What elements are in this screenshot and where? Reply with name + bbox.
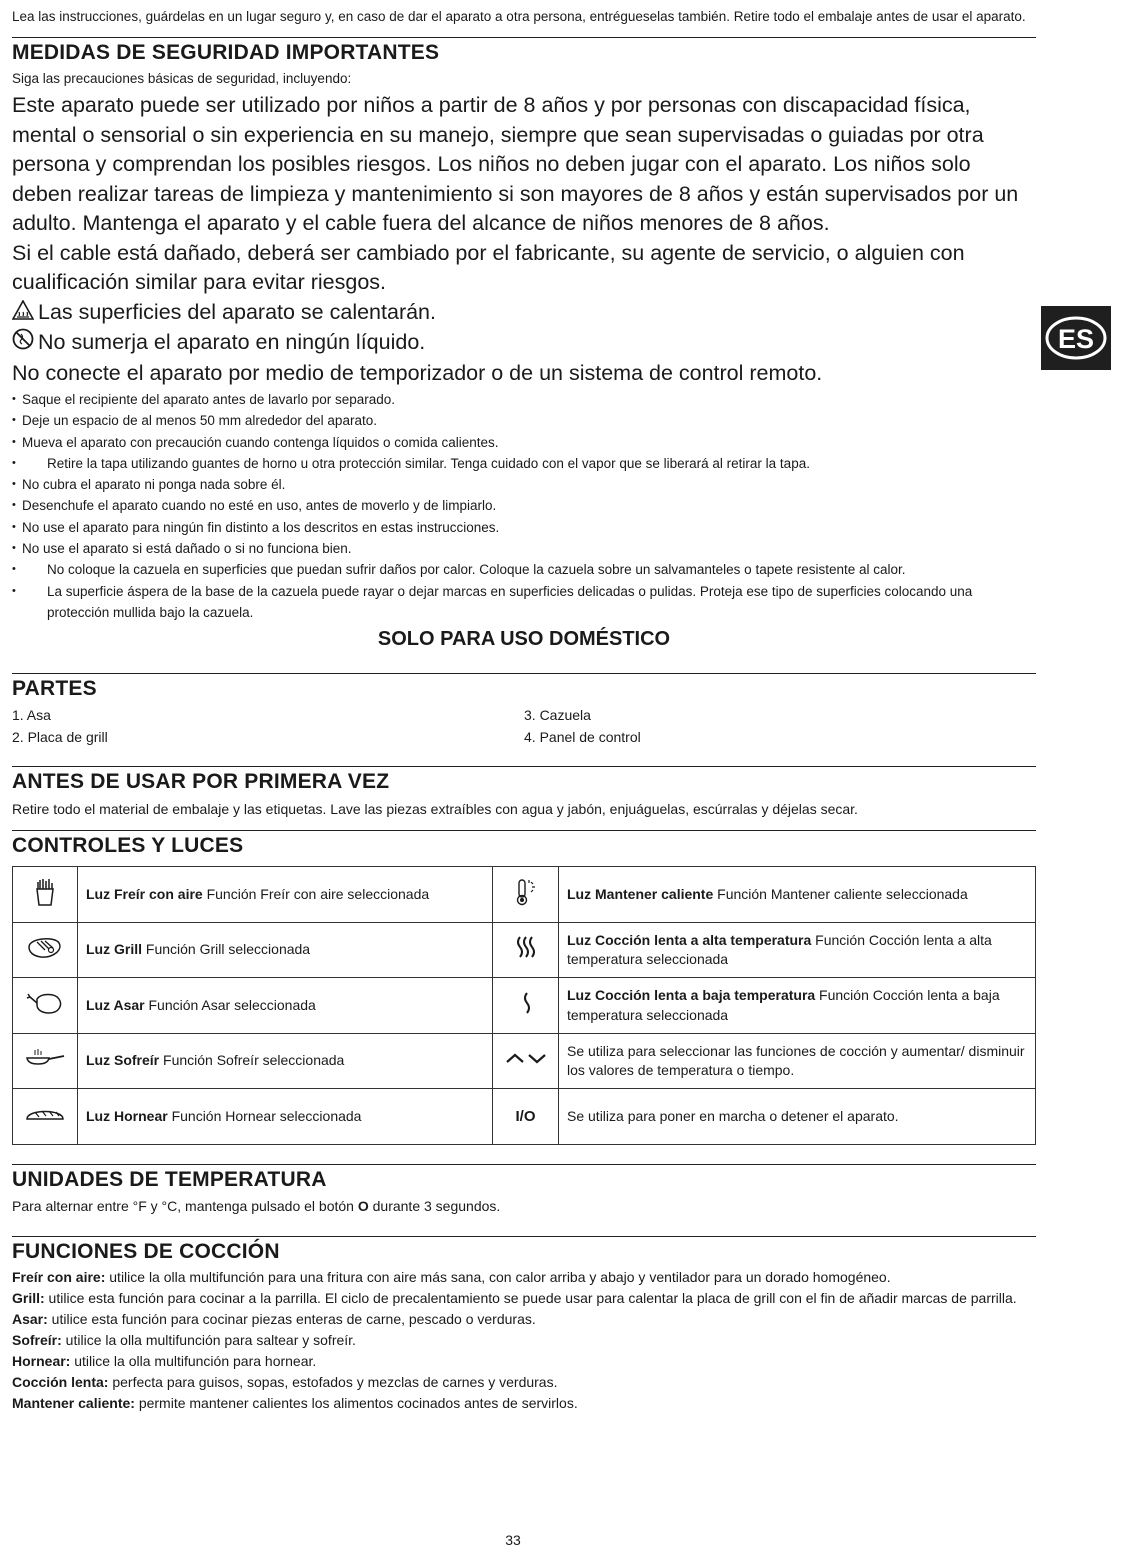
first-use-text: Retire todo el material de embalaje y las etiquetas. Lave las piezas extraíbles con agua y jabón, enjuáguelas, escúrralas y déjelas secar. <box>12 801 858 818</box>
list-item <box>12 1309 1036 1330</box>
light-desc: Función Mantener caliente seleccionada <box>713 885 968 902</box>
function-desc: utilice la olla multifunción para saltear y sofreír. <box>61 1331 356 1348</box>
light-desc: Función Asar seleccionada <box>144 996 316 1013</box>
roast-icon <box>13 978 78 1034</box>
temp-units-text-a: Para alternar entre °F y °C, mantenga pulsado el botón <box>12 1197 358 1214</box>
air-fry-light-desc <box>78 867 493 923</box>
list-item <box>12 1330 1036 1351</box>
first-use-title: ANTES DE USAR POR PRIMERA VEZ <box>12 770 390 794</box>
function-name: Hornear: <box>12 1352 71 1369</box>
divider <box>12 1164 1036 1165</box>
domestic-use-heading: SOLO PARA USO DOMÉSTICO <box>377 628 671 651</box>
safety-title: MEDIDAS DE SEGURIDAD IMPORTANTES <box>12 41 440 64</box>
light-name: Luz Cocción lenta a alta temperatura <box>567 931 812 948</box>
temp-units-title: UNIDADES DE TEMPERATURA <box>12 1167 327 1191</box>
light-desc: Función Hornear seleccionada <box>167 1107 362 1124</box>
power-desc <box>559 1089 1036 1145</box>
light-name: Luz Sofreír <box>86 1052 160 1069</box>
slow-cook-high-icon <box>493 922 559 978</box>
list-item <box>12 1351 1036 1372</box>
slow-cook-high-light-desc <box>559 922 1036 978</box>
function-desc: utilice la olla multifunción para una fritura con aire más sana, con calor arriba y abajo y ventilador para un dorado homogéneo. <box>105 1268 891 1285</box>
table-row <box>13 867 1036 923</box>
list-item: • Retire la tapa utilizando guantes de horno u otra protección similar. Tenga cuidado con el vapor que se liberará al retirar la tapa. <box>12 453 1036 474</box>
hot-surface-text: Las superficies del aparato se calentarán. <box>38 299 436 324</box>
light-desc: Función Freír con aire seleccionada <box>202 885 430 902</box>
light-name: Luz Cocción lenta a baja temperatura <box>567 987 816 1004</box>
light-desc: Se utiliza para seleccionar las funciones de cocción y aumentar/ disminuir los valores de temperatura o tiempo. <box>567 1042 1025 1079</box>
saute-icon <box>13 1033 78 1089</box>
light-name: Luz Hornear <box>86 1107 168 1124</box>
function-name: Freír con aire: <box>12 1268 106 1285</box>
no-submerge-text: No sumerja el aparato en ningún líquido. <box>38 330 426 354</box>
functions-title: FUNCIONES DE COCCIÓN <box>12 1239 280 1263</box>
language-badge-icon <box>1044 315 1108 361</box>
safety-paragraph-cable: Si el cable está dañado, deberá ser cambiado por el fabricante, su agente de servicio, o alguien con cualificación similar para evitar riesgos. <box>12 240 965 294</box>
light-name: Luz Grill <box>86 941 142 958</box>
intro-text: Lea las instrucciones, guárdelas en un lugar seguro y, en caso de dar el aparato a otra persona, entrégueselas también. Retire todo el embalaje antes de usar el aparato. <box>12 9 1026 24</box>
slow-cook-low-light-desc <box>559 978 1036 1034</box>
power-button-label: I/O <box>493 1089 559 1145</box>
keep-warm-light-desc <box>559 867 1036 923</box>
controls-title: CONTROLES Y LUCES <box>12 834 244 858</box>
safety-subtitle: Siga las precauciones básicas de seguridad, incluyendo: <box>12 71 352 86</box>
divider <box>12 1236 1036 1237</box>
grill-light-desc <box>78 922 493 978</box>
list-item: • Mueva el aparato con precaución cuando contenga líquidos o comida calientes. <box>12 432 1036 453</box>
list-item <box>12 1372 1036 1393</box>
no-submerge-icon <box>12 328 38 359</box>
page-number: 33 <box>505 1532 521 1548</box>
light-name: Luz Asar <box>86 996 145 1013</box>
bake-light-desc <box>78 1089 493 1145</box>
table-row <box>13 922 1036 978</box>
function-name: Grill: <box>12 1289 45 1306</box>
function-desc: utilice esta función para cocinar piezas enteras de carne, pescado o verduras. <box>47 1310 536 1327</box>
light-desc: Función Sofreír seleccionada <box>159 1052 345 1069</box>
air-fry-icon <box>13 867 78 923</box>
language-badge <box>1041 306 1111 370</box>
safety-bullets <box>12 389 1036 623</box>
slow-cook-low-icon <box>493 978 559 1034</box>
light-name: Luz Freír con aire <box>86 885 203 902</box>
list-item <box>12 1393 1036 1414</box>
function-desc: utilice esta función para cocinar a la parrilla. El ciclo de precalentamiento se puede usar para calentar la placa de grill con el fin de añadir marcas de parrilla. <box>44 1289 1017 1306</box>
part-item: 4. Panel de control <box>524 728 641 745</box>
list-item: • No use el aparato si está dañado o si no funciona bien. <box>12 538 1036 559</box>
function-name: Asar: <box>12 1310 48 1327</box>
bake-icon <box>13 1089 78 1145</box>
list-item: • Deje un espacio de al menos 50 mm alrededor del aparato. <box>12 410 1036 431</box>
list-item <box>12 1288 1036 1309</box>
keep-warm-icon <box>493 867 559 923</box>
function-desc: utilice la olla multifunción para hornear. <box>70 1352 317 1369</box>
light-desc: Función Cocción lenta a alta temperatura seleccionada <box>567 931 992 968</box>
timer-warning: No conecte el aparato por medio de temporizador o de un sistema de control remoto. <box>12 360 823 385</box>
light-desc: Se utiliza para poner en marcha o detener el aparato. <box>567 1107 899 1124</box>
list-item: • Desenchufe el aparato cuando no esté en uso, antes de moverlo y de limpiarlo. <box>12 495 1036 516</box>
list-item: • No use el aparato para ningún fin distinto a los descritos en estas instrucciones. <box>12 517 1036 538</box>
list-item: • Saque el recipiente del aparato antes de lavarlo por separado. <box>12 389 1036 410</box>
temp-units-button: O <box>357 1197 369 1214</box>
up-down-arrows-icon <box>493 1033 559 1089</box>
temp-units-text-c: durante 3 segundos. <box>368 1197 501 1214</box>
no-submerge-warning <box>12 328 1036 359</box>
language-badge-text: ES <box>1057 324 1095 354</box>
light-desc: Función Cocción lenta a baja temperatura seleccionada <box>567 987 1000 1023</box>
part-item: 2. Placa de grill <box>12 728 108 745</box>
hot-surface-icon <box>12 299 38 329</box>
divider <box>12 673 1036 674</box>
parts-title: PARTES <box>12 677 97 701</box>
table-row <box>13 1033 1036 1089</box>
part-item: 1. Asa <box>12 707 51 724</box>
grill-icon <box>13 922 78 978</box>
table-row <box>13 1089 1036 1145</box>
temp-units-text <box>12 1196 1036 1217</box>
function-name: Sofreír: <box>12 1331 62 1348</box>
light-desc: Función Grill seleccionada <box>142 941 311 958</box>
divider <box>12 830 1036 831</box>
function-name: Cocción lenta: <box>12 1373 109 1390</box>
list-item: • No cubra el aparato ni ponga nada sobre él. <box>12 474 1036 495</box>
function-desc: perfecta para guisos, sopas, estofados y mezclas de carnes y verduras. <box>108 1373 558 1390</box>
list-item: • No coloque la cazuela en superficies que puedan sufrir daños por calor. Coloque la cazuela sobre un salvamanteles o tapete resistente al calor. <box>12 559 1036 580</box>
function-desc: permite mantener calientes los alimentos cocinados antes de servirlos. <box>134 1394 578 1411</box>
arrows-desc <box>559 1033 1036 1089</box>
table-row <box>13 978 1036 1034</box>
saute-light-desc <box>78 1033 493 1089</box>
manual-page <box>12 6 1036 1414</box>
list-item: • La superficie áspera de la base de la cazuela puede rayar o dejar marcas en superficies delicadas o pulidas. Proteja ese tipo de superficies colocando una protección mullida bajo la cazuela. <box>12 581 1036 624</box>
parts-list <box>12 705 1036 748</box>
list-item <box>12 1267 1036 1288</box>
divider <box>12 37 1036 38</box>
function-name: Mantener caliente: <box>12 1394 135 1411</box>
hot-surface-warning <box>12 298 1036 329</box>
controls-table <box>12 866 1036 1145</box>
divider <box>12 766 1036 767</box>
light-name: Luz Mantener caliente <box>567 885 714 902</box>
safety-paragraph-children: Este aparato puede ser utilizado por niños a partir de 8 años y por personas con discapacidad física, mental o sensorial o sin experiencia en su manejo, siempre que sean supervisadas o guiadas por otra persona y comprendan los posibles riesgos. Los niños no deben jugar con el aparato. Los niños solo deben realizar tareas de limpieza y mantenimiento si son mayores de 8 años y están supervisados por un adulto. Mantenga el aparato y el cable fuera del alcance de niños menores de 8 años. <box>12 93 1019 235</box>
roast-light-desc <box>78 978 493 1034</box>
functions-list <box>12 1267 1036 1414</box>
part-item: 3. Cazuela <box>524 707 591 724</box>
